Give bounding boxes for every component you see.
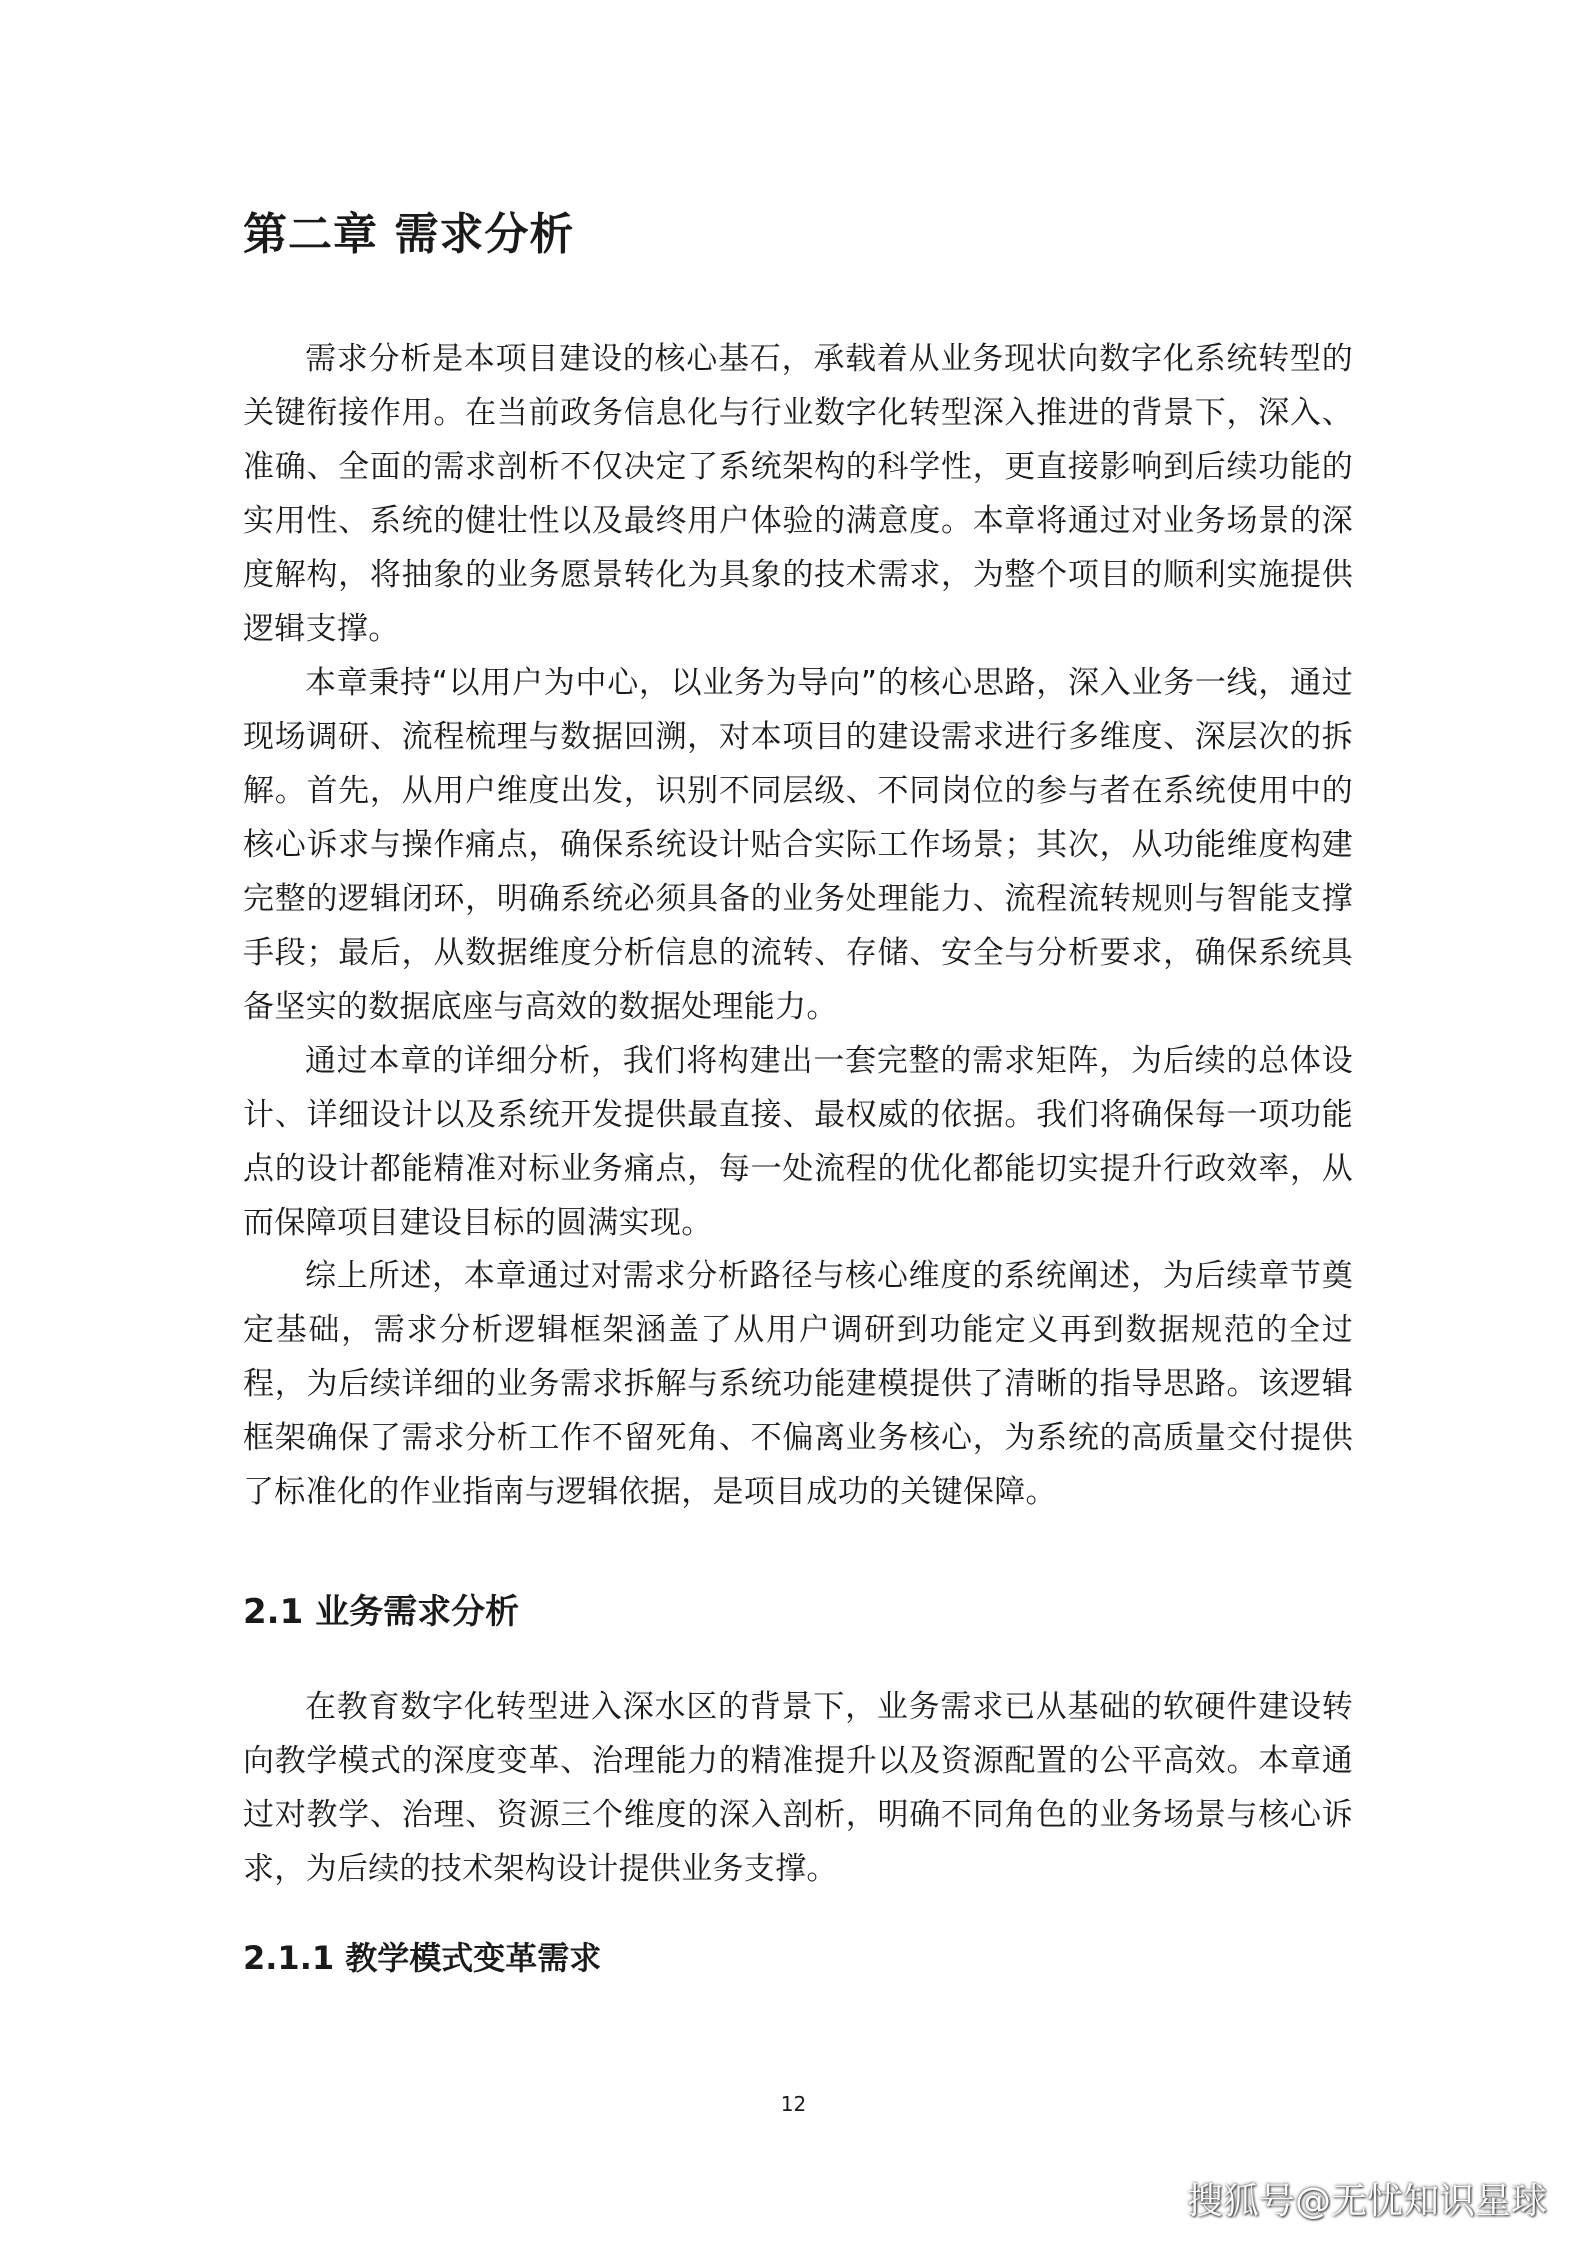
section-heading-2-1: 2.1 业务需求分析 <box>243 1592 520 1632</box>
section-heading-2-1-1: 2.1.1 教学模式变革需求 <box>243 1939 602 1977</box>
watermark-text: 搜狐号@无忧知识星球 <box>1186 2181 1547 2222</box>
page-number: 12 <box>780 2092 807 2116</box>
intro-paragraph-2: 本章秉持“以用户为中心，以业务为导向”的核心思路，深入业务一线，通过现场调研、流程梳理与数据回溯，对本项目的建设需求进行多维度、深层次的拆解。首先，从用户维度出发，识别不同层级、不同岗位的参与者在系统使用中的核心诉求与操作痛点，确保系统设计贴合实际工作场景；其次，从功能维度构建完整的逻辑闭环，明确系统必须具备的业务处理能力、流程流转规则与智能支撑手段；最后，从数据维度分析信息的流转、存储、安全与分析要求，确保系统具备坚实的数据底座与高效的数据处理能力。 <box>243 665 1353 1025</box>
intro-paragraph-4: 综上所述，本章通过对需求分析路径与核心维度的系统阐述，为后续章节奠定基础，需求分析逻辑框架涵盖了从用户调研到功能定义再到数据规范的全过程，为后续详细的业务需求拆解与系统功能建模提供了清晰的指导思路。该逻辑框架确保了需求分析工作不留死角、不偏离业务核心，为系统的高质量交付提供了标准化的作业指南与逻辑依据，是项目成功的关键保障。 <box>243 1258 1353 1510</box>
chapter-title: 第二章 需求分析 <box>243 209 575 260</box>
intro-paragraph-3: 通过本章的详细分析，我们将构建出一套完整的需求矩阵，为后续的总体设计、详细设计以及系统开发提供最直接、最权威的依据。我们将确保每一项功能点的设计都能精准对标业务痛点，每一处流程的优化都能切实提升行政效率，从而保障项目建设目标的圆满实现。 <box>243 1043 1353 1241</box>
section-2-1-paragraph: 在教育数字化转型进入深水区的背景下，业务需求已从基础的软硬件建设转向教学模式的深度变革、治理能力的精准提升以及资源配置的公平高效。本章通过对教学、治理、资源三个维度的深入剖析，明确不同角色的业务场景与核心诉求，为后续的技术架构设计提供业务支撑。 <box>243 1689 1353 1887</box>
intro-paragraph-1: 需求分析是本项目建设的核心基石，承载着从业务现状向数字化系统转型的关键衔接作用。在当前政务信息化与行业数字化转型深入推进的背景下，深入、准确、全面的需求剖析不仅决定了系统架构的科学性，更直接影响到后续功能的实用性、系统的健壮性以及最终用户体验的满意度。本章将通过对业务场景的深度解构，将抽象的业务愿景转化为具象的技术需求，为整个项目的顺利实施提供逻辑支撑。 <box>243 341 1353 647</box>
